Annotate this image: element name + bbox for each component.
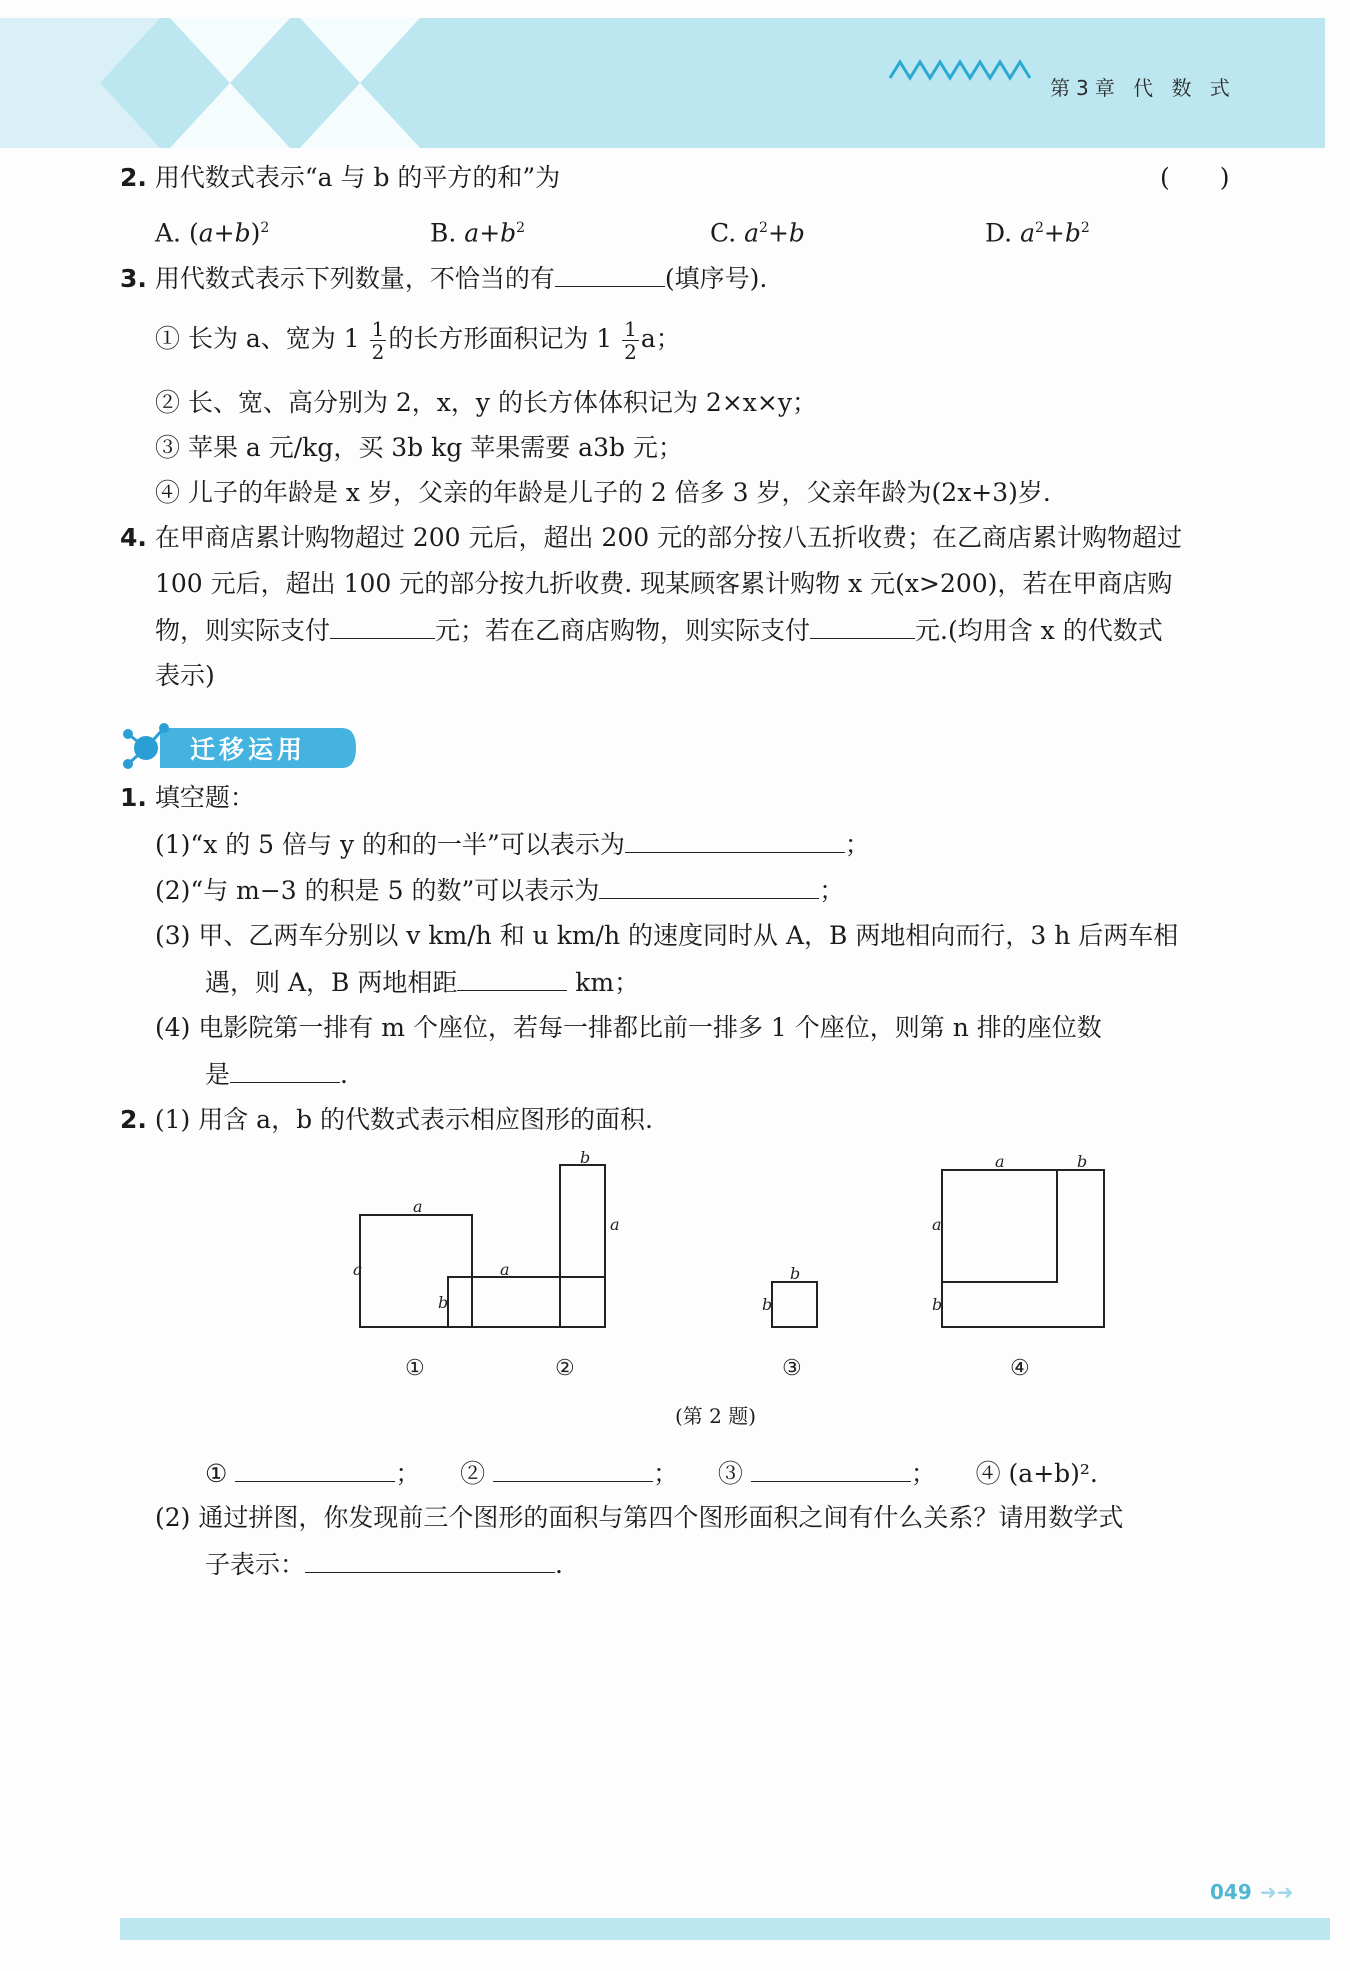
q3-number: 3. <box>120 264 147 293</box>
dim-a: a <box>500 1260 510 1279</box>
dim-b: b <box>580 1150 591 1167</box>
dim-b: b <box>932 1295 943 1314</box>
figure-label-3: ③ <box>782 1356 802 1381</box>
area-figures <box>330 1150 1130 1410</box>
area-blank-3[interactable] <box>751 1455 911 1482</box>
footer-band <box>120 1918 1330 1940</box>
q4-blank-store-a[interactable] <box>330 612 435 639</box>
fraction-one-half: $\frac{1}{2}$ <box>371 317 385 364</box>
q2-text: 用代数式表示“a 与 b 的平方的和”为 <box>154 163 561 192</box>
t2-number: 2. <box>120 1105 147 1134</box>
figure-label-4: ④ <box>1010 1356 1030 1381</box>
q2-line <box>120 160 560 196</box>
q3-item-1: ① 长为 a、宽为 1 $\frac{1}{2}$ 的长方形面积记为 1 $\frac{1}{2}$ a； <box>155 317 681 364</box>
q3-answer-blank[interactable] <box>555 260 665 287</box>
dim-a: a <box>610 1215 620 1234</box>
dim-a: a <box>995 1152 1005 1171</box>
t1-part-4a: (4) 电影院第一排有 m 个座位，若每一排都比前一排多 1 个座位，则第 n 排的座位数 <box>155 1013 1102 1042</box>
figure-caption: (第 2 题) <box>675 1404 757 1428</box>
q4-number: 4. <box>120 523 147 552</box>
q4-line-4: 表示) <box>155 661 215 690</box>
t2-answer-row: ① ； ② ； ③ ； ④ (a+b)². <box>205 1455 1098 1492</box>
dim-b: b <box>1077 1152 1088 1171</box>
relation-blank[interactable] <box>305 1546 555 1573</box>
q2-option-b: B. $a+b^2$ <box>430 218 526 248</box>
q3-item-2: ② 长、宽、高分别为 2，x，y 的长方体体积记为 2×x×y； <box>155 388 817 417</box>
figure-2-horizontal <box>448 1277 560 1327</box>
figure-1-square <box>360 1215 472 1327</box>
q2-option-a: A. $(a+b)^2$ <box>155 218 270 248</box>
q2-number: 2. <box>120 163 147 192</box>
q3-line: 3. 用代数式表示下列数量，不恰当的有 (填序号). <box>120 260 767 297</box>
t1-part-1: (1)“x 的 5 倍与 y 的和的一半”可以表示为 ； <box>155 826 870 863</box>
t1-line: 1. 填空题： <box>120 783 255 812</box>
arrow-right-icon: ➜➜ <box>1260 1880 1294 1904</box>
q4-line-2: 100 元后，超出 100 元的部分按九折收费. 现某顾客累计购物 x 元(x>200)，若在甲商店购 <box>155 569 1173 598</box>
q3-item-3: ③ 苹果 a 元/kg，买 3b kg 苹果需要 a3b 元； <box>155 433 683 462</box>
dim-b: b <box>762 1295 773 1314</box>
figure-2-vertical <box>560 1165 605 1277</box>
t1-part-3b: 遇，则 A，B 两地相距 km； <box>205 964 639 1001</box>
q4-blank-store-b[interactable] <box>810 612 915 639</box>
q4-line-1: 4. 在甲商店累计购物超过 200 元后，超出 200 元的部分按八五折收费；在乙商店累计购物超过 <box>120 523 1183 552</box>
dim-b: b <box>790 1264 801 1283</box>
t1-number: 1. <box>120 783 147 812</box>
dim-a: a <box>413 1197 423 1216</box>
t2-part-2b: 子表示： . <box>205 1546 563 1583</box>
t2-line: 2. (1) 用含 a，b 的代数式表示相应图形的面积. <box>120 1105 653 1134</box>
figure-3-square <box>772 1282 817 1327</box>
dim-a: a <box>932 1215 942 1234</box>
t2-part-2a: (2) 通过拼图，你发现前三个图形的面积与第四个图形面积之间有什么关系？请用数学式 <box>155 1503 1124 1532</box>
q2-option-d: D. $a^2+b^2$ <box>985 218 1090 248</box>
chapter-title: 第3章 代 数 式 <box>1050 76 1236 100</box>
area-blank-1[interactable] <box>235 1455 395 1482</box>
t1-blank-3[interactable] <box>457 964 567 991</box>
figure-4-square <box>942 1170 1104 1327</box>
t1-blank-4[interactable] <box>230 1056 340 1083</box>
section-title: 迁移运用 <box>190 735 307 764</box>
t1-blank-2[interactable] <box>599 872 819 899</box>
q2-option-c: C. $a^2+b$ <box>710 218 805 248</box>
t1-part-2: (2)“与 m−3 的积是 5 的数”可以表示为 ； <box>155 872 844 909</box>
figure-label-1: ① <box>405 1356 425 1381</box>
q4-line-3: 物，则实际支付 元；若在乙商店购物，则实际支付 元.(均用含 x 的代数式 <box>155 612 1163 649</box>
dim-b: b <box>438 1293 449 1312</box>
q2-answer-paren: ( ) <box>1160 163 1230 192</box>
dim-a: a <box>353 1260 363 1279</box>
fraction-one-half: $\frac{1}{2}$ <box>624 317 637 364</box>
area-blank-2[interactable] <box>493 1455 653 1482</box>
t1-blank-1[interactable] <box>625 826 845 853</box>
q3-item-4: ④ 儿子的年龄是 x 岁，父亲的年龄是儿子的 2 倍多 3 岁，父亲年龄为(2x+3)岁. <box>155 478 1051 507</box>
figure-label-2: ② <box>555 1356 575 1381</box>
t1-part-4b: 是 . <box>205 1056 348 1093</box>
page-number: 049 <box>1210 1880 1252 1904</box>
t1-part-3a: (3) 甲、乙两车分别以 v km/h 和 u km/h 的速度同时从 A，B 两地相向而行，3 h 后两车相 <box>155 921 1179 950</box>
